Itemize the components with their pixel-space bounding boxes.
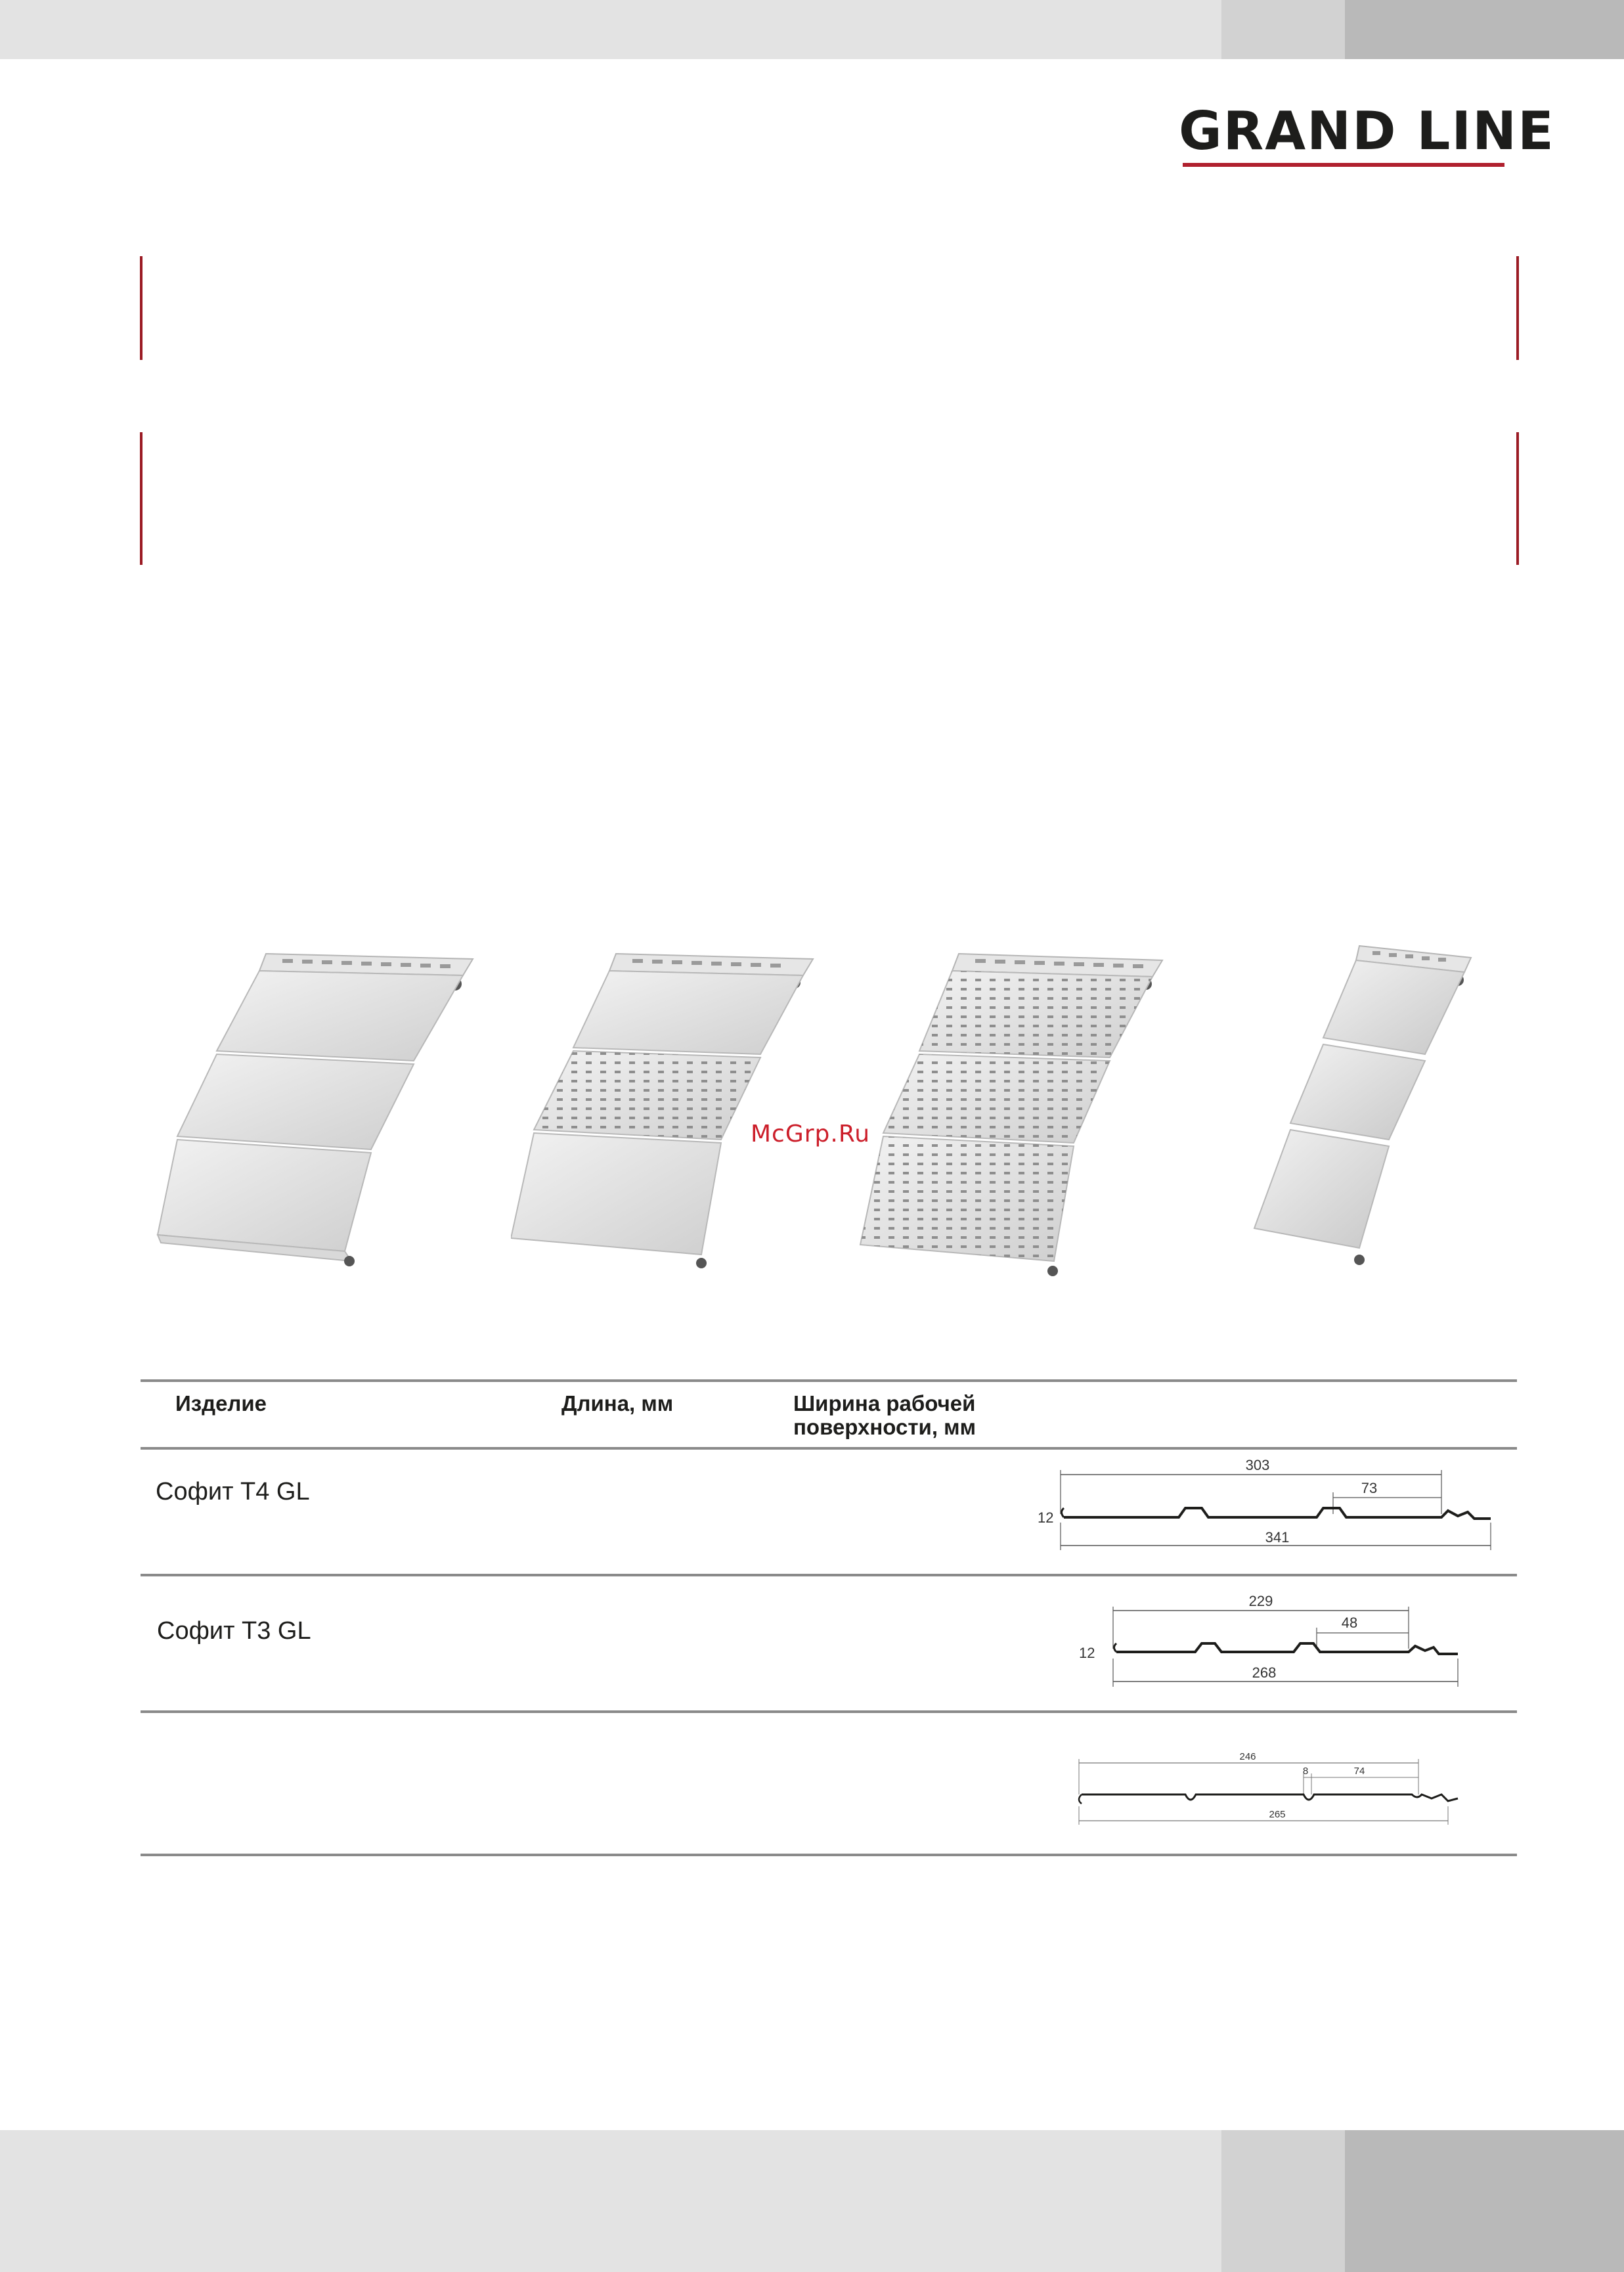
- row1-product-name: Софит Т4 GL: [156, 1478, 310, 1505]
- grand-line-logo: [1179, 99, 1555, 171]
- row2-working-width: 229: [1248, 1593, 1273, 1609]
- row1-height: 12: [1038, 1509, 1054, 1526]
- left-marker-1: [140, 256, 143, 360]
- top-band-light: [0, 0, 1221, 59]
- table-bottom-rule: [141, 1854, 1517, 1856]
- row2-overall-width: 268: [1252, 1664, 1277, 1681]
- left-marker-2: [140, 432, 143, 565]
- header-width-line2: поверхности, мм: [793, 1415, 976, 1439]
- solid-soffit-panel-image: [154, 939, 496, 1297]
- right-marker-1: [1516, 256, 1519, 360]
- header-product: Изделие: [175, 1391, 267, 1415]
- header-width-line1: Ширина рабочей: [793, 1391, 976, 1415]
- table-top-rule: [141, 1379, 1517, 1382]
- header-width: [793, 1392, 976, 1439]
- row1-pitch: 73: [1361, 1480, 1378, 1496]
- table-header-rule: [141, 1447, 1517, 1450]
- bottom-band-dark: [1345, 2130, 1624, 2272]
- bottom-band: [0, 2130, 1624, 2272]
- row2-pitch: 48: [1341, 1615, 1358, 1631]
- narrow-soffit-panel-image: [1248, 939, 1484, 1281]
- top-band: [0, 0, 1624, 59]
- right-marker-2: [1516, 432, 1519, 565]
- row3-pitch: 74: [1353, 1766, 1365, 1777]
- bottom-band-light: [0, 2130, 1221, 2272]
- partially-perforated-soffit-panel-image: [511, 939, 826, 1281]
- row2-profile-drawing: [1074, 1590, 1468, 1695]
- table-row-rule-1: [141, 1574, 1517, 1576]
- row3-overall-width: 265: [1269, 1809, 1286, 1820]
- row3-gap: 8: [1302, 1766, 1309, 1777]
- row1-overall-width: 341: [1265, 1529, 1290, 1546]
- bottom-band-mid: [1221, 2130, 1345, 2272]
- table-row-rule-2: [141, 1710, 1517, 1713]
- row1-profile-drawing: [1021, 1452, 1501, 1557]
- row2-product-name: Софит Т3 GL: [157, 1617, 311, 1645]
- top-band-dark: [1345, 0, 1624, 59]
- logo-underline: [1183, 163, 1504, 167]
- row1-working-width: 303: [1245, 1457, 1270, 1473]
- row3-profile-drawing: [1074, 1747, 1494, 1833]
- header-length: Длина, мм: [561, 1391, 674, 1415]
- row3-working-width: 246: [1239, 1751, 1256, 1762]
- fully-perforated-soffit-panel-image: [857, 939, 1179, 1284]
- top-band-mid: [1221, 0, 1345, 59]
- row2-height: 12: [1079, 1645, 1095, 1661]
- logo-wordmark: GRAND LINE: [1179, 100, 1555, 162]
- watermark: McGrp.Ru: [751, 1121, 871, 1147]
